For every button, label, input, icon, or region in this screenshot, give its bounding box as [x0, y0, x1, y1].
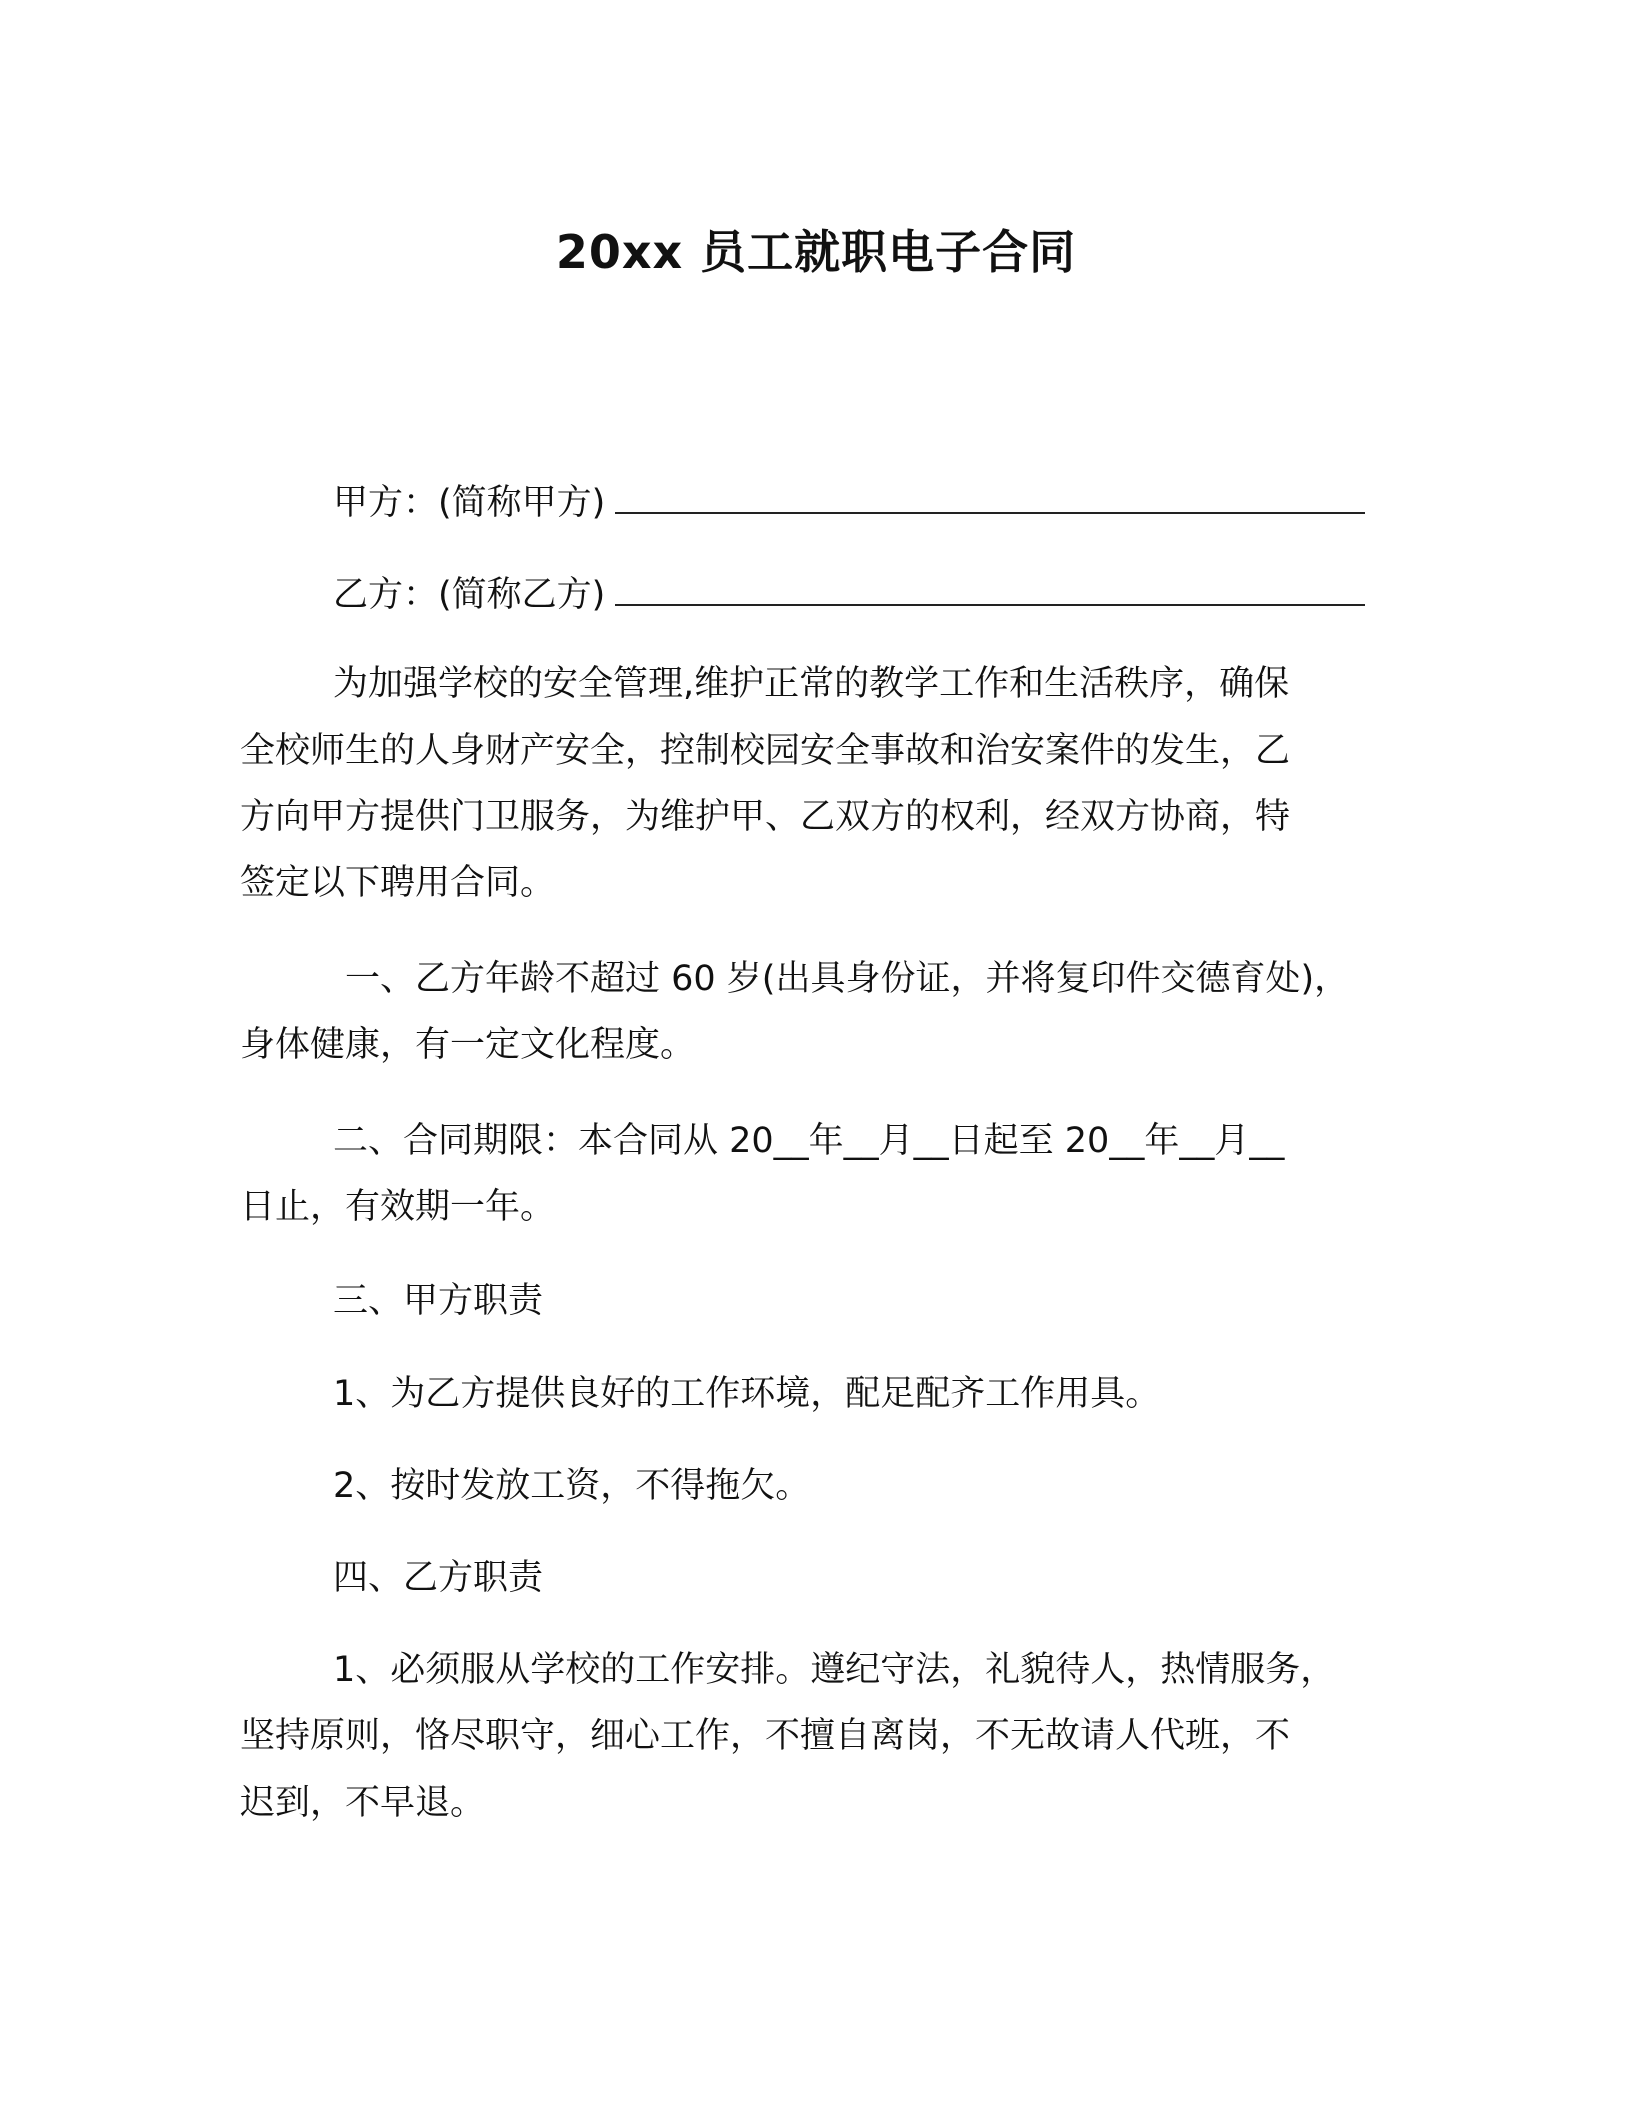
party-a-line [333, 478, 1365, 527]
section3-item: 2、按时发放工资，不得拖欠。 [333, 1466, 811, 1506]
section2-line: 日止，有效期一年。 [240, 1187, 556, 1227]
party-a-blank [615, 478, 1365, 514]
party-b-blank [615, 570, 1365, 606]
section4-item-line: 坚持原则，恪尽职守，细心工作，不擅自离岗，不无故请人代班，不 [240, 1716, 1291, 1756]
party-b-label: 乙方：(简称乙方) [333, 575, 606, 615]
section4-heading: 四、乙方职责 [333, 1558, 544, 1598]
intro-line: 全校师生的人身财产安全，控制校园安全事故和治安案件的发生，乙 [240, 731, 1291, 771]
intro-line: 签定以下聘用合同。 [240, 863, 556, 903]
document-title: 20xx 员工就职电子合同 [555, 225, 1077, 279]
intro-line: 为加强学校的安全管理,维护正常的教学工作和生活秩序，确保 [333, 664, 1290, 704]
section4-item-line: 1、必须服从学校的工作安排。遵纪守法，礼貌待人，热情服务， [333, 1650, 1336, 1690]
section4-item-line: 迟到，不早退。 [240, 1783, 486, 1823]
section1-line: 一、乙方年龄不超过 60 岁(出具身份证，并将复印件交德育处)， [345, 959, 1350, 999]
section1-line: 身体健康，有一定文化程度。 [240, 1025, 696, 1065]
party-b-line [333, 570, 1365, 619]
intro-line: 方向甲方提供门卫服务，为维护甲、乙双方的权利，经双方协商，特 [240, 797, 1291, 837]
party-a-label: 甲方：(简称甲方) [333, 483, 606, 523]
section2-line: 二、合同期限：本合同从 20__年__月__日起至 20__年__月__ [333, 1121, 1285, 1161]
section3-item: 1、为乙方提供良好的工作环境，配足配齐工作用具。 [333, 1374, 1161, 1414]
section3-heading: 三、甲方职责 [333, 1281, 544, 1321]
